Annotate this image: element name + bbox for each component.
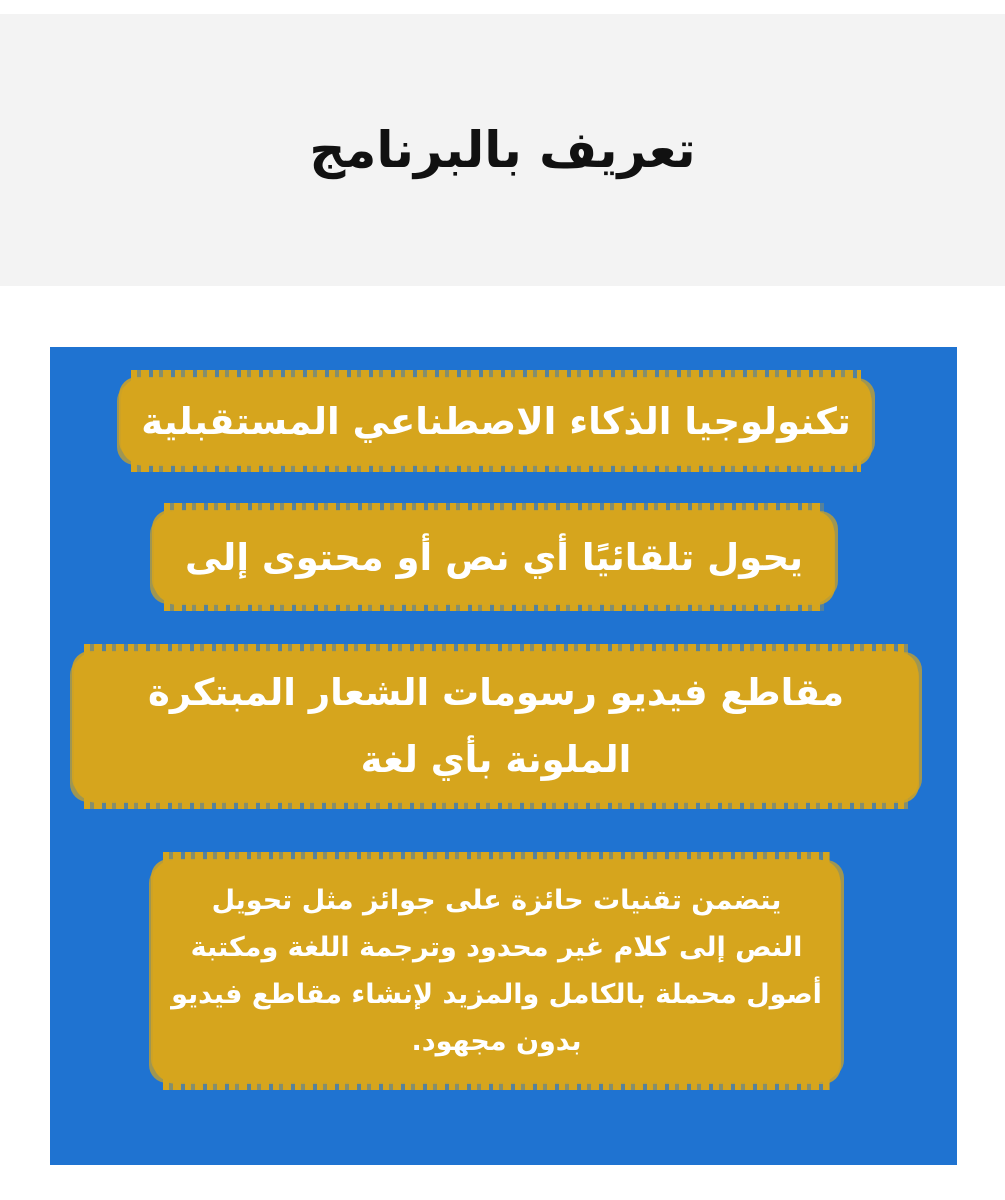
promo-image — [50, 347, 957, 1165]
page-title: تعريف بالبرنامج — [309, 121, 696, 179]
banner-text-4-line-3: أصول محملة بالكامل والمزيد لإنشاء مقاطع فيديو — [171, 979, 822, 1010]
banner-video-clips — [76, 654, 916, 799]
banner-text-3-line-1: مقاطع فيديو رسومات الشعار المبتكرة — [148, 670, 845, 714]
banner-ai-technology — [123, 380, 869, 462]
banner-text-3-line-2: الملونة بأي لغة — [360, 737, 632, 781]
banner-auto-convert — [156, 513, 832, 601]
banner-text-1: تكنولوجيا الذكاء الاصطناعي المستقبلية — [141, 399, 851, 443]
banner-features — [155, 862, 838, 1080]
banner-text-4-line-4: بدون مجهود. — [411, 1026, 582, 1058]
banner-text-4-line-1: يتضمن تقنيات حائزة على جوائز مثل تحويل — [211, 884, 782, 916]
page-header — [0, 14, 1005, 286]
banner-text-2: يحول تلقائيًا أي نص أو محتوى إلى — [185, 535, 803, 579]
banner-text-4-line-2: النص إلى كلام غير محدود وترجمة اللغة ومكتبة — [190, 931, 803, 963]
